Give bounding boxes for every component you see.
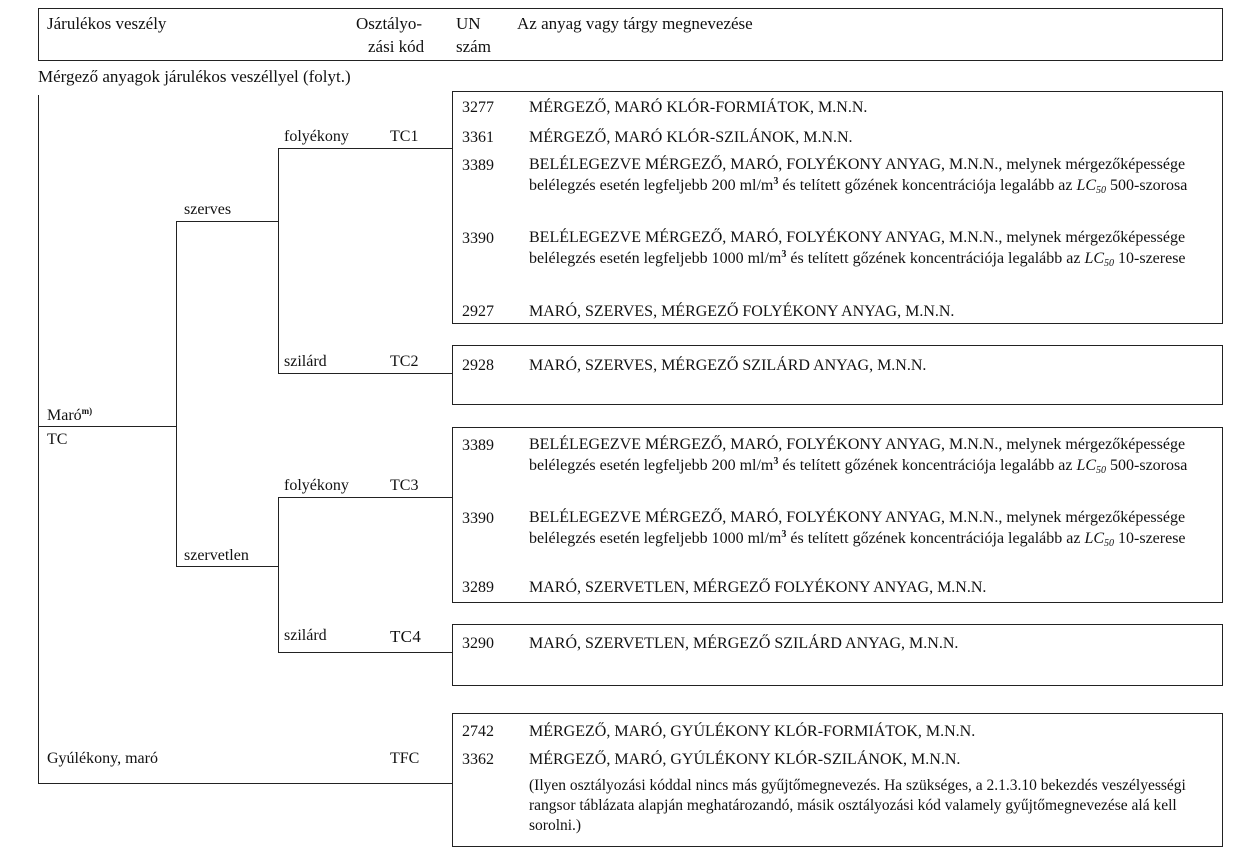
tree-label-folyekony-2: folyékony xyxy=(284,477,349,494)
un-number: 2742 xyxy=(462,723,494,740)
group-tfc xyxy=(452,713,1223,847)
un-number: 2927 xyxy=(462,303,494,320)
header-col-un-line2: szám xyxy=(456,37,491,56)
tree-label-maro: Maró$^{m)}$ xyxy=(47,406,93,424)
header-col-jarulekos: Járulékos veszély xyxy=(47,14,167,33)
group-tc1 xyxy=(452,91,1223,324)
substance-name: MARÓ, SZERVETLEN, MÉRGEZŐ FOLYÉKONY ANYAG, M.N.N. xyxy=(529,579,987,596)
un-number: 3390 xyxy=(462,230,494,247)
tree-label-gyulekony-maro: Gyúlékony, maró xyxy=(47,750,158,767)
substance-name: BELÉLEGEZVE MÉRGEZŐ, MARÓ, FOLYÉKONY ANYAG, M.N.N., melynek mérgezőképessége belélegzés esetén legfeljebb 200 $ml/m^3$ és telített gőzének koncentrációja legalább az $LC_{50}$ 500-szorosa xyxy=(529,436,1188,476)
header-col-kod-line1: Osztályo- xyxy=(356,14,423,33)
tree-label-szilard-1: szilárd xyxy=(284,353,327,370)
code-tc4: TC4 xyxy=(390,627,422,646)
group-tc4 xyxy=(452,624,1223,686)
substance-name: MARÓ, SZERVES, MÉRGEZŐ SZILÁRD ANYAG, M.N.N. xyxy=(529,357,927,374)
header-col-un-line1: UN xyxy=(456,14,481,33)
un-number: 3361 xyxy=(462,129,494,146)
note-text: (Ilyen osztályozási kóddal nincs más gyűjtőmegnevezés. Ha szükséges, a 2.1.3.10 bekezdés veszélyességi rangsor táblázata alapján meghatározandó, másik osztályozási kód valamely gyűjtőmegnevezése alá kell sorolni.) xyxy=(529,777,1186,834)
footnote-marker: m) xyxy=(81,406,93,416)
tree-label-tc: TC xyxy=(47,431,68,448)
header-col-kod-line2: zási kód xyxy=(368,37,425,56)
tree-label-szilard-2: szilárd xyxy=(284,627,327,644)
group-tc2 xyxy=(452,345,1223,405)
un-number: 3389 xyxy=(462,437,494,454)
code-tc2: TC2 xyxy=(390,353,419,370)
section-title: Mérgező anyagok járulékos veszéllyel (folyt.) xyxy=(38,67,351,86)
substance-name: MARÓ, SZERVES, MÉRGEZŐ FOLYÉKONY ANYAG, M.N.N. xyxy=(529,303,955,320)
substance-name: BELÉLEGEZVE MÉRGEZŐ, MARÓ, FOLYÉKONY ANYAG, M.N.N., melynek mérgezőképessége belélegzés esetén legfeljebb 1000 $ml/m^3$ és telített gőzének koncentrációja legalább az $LC_{50}$ 10-szerese xyxy=(529,229,1186,269)
un-number: 3289 xyxy=(462,579,494,596)
tree-label-folyekony-1: folyékony xyxy=(284,128,349,145)
substance-name: BELÉLEGEZVE MÉRGEZŐ, MARÓ, FOLYÉKONY ANYAG, M.N.N., melynek mérgezőképessége belélegzés esetén legfeljebb 1000 $ml/m^3$ és telített gőzének koncentrációja legalább az $LC_{50}$ 10-szerese xyxy=(529,509,1186,549)
substance-name: BELÉLEGEZVE MÉRGEZŐ, MARÓ, FOLYÉKONY ANYAG, M.N.N., melynek mérgezőképessége belélegzés esetén legfeljebb 200 $ml/m^3$ és telített gőzének koncentrációja legalább az $LC_{50}$ 500-szorosa xyxy=(529,156,1188,196)
un-number: 3290 xyxy=(462,635,494,652)
un-number: 3389 xyxy=(462,157,494,174)
un-number: 3277 xyxy=(462,99,494,116)
group-tc3 xyxy=(452,427,1223,603)
substance-name: MARÓ, SZERVETLEN, MÉRGEZŐ SZILÁRD ANYAG, M.N.N. xyxy=(529,635,959,652)
substance-name: MÉRGEZŐ, MARÓ, GYÚLÉKONY KLÓR-FORMIÁTOK, M.N.N. xyxy=(529,723,976,740)
tree-label-szervetlen: szervetlen xyxy=(184,547,249,564)
code-tfc: TFC xyxy=(390,750,420,767)
substance-name: MÉRGEZŐ, MARÓ KLÓR-SZILÁNOK, M.N.N. xyxy=(529,129,853,146)
substance-name: MÉRGEZŐ, MARÓ KLÓR-FORMIÁTOK, M.N.N. xyxy=(529,99,868,116)
code-tc1: TC1 xyxy=(390,128,419,145)
un-number: 3390 xyxy=(462,510,494,527)
header-col-megnevezes: Az anyag vagy tárgy megnevezése xyxy=(517,14,753,33)
code-tc3: TC3 xyxy=(390,477,419,494)
un-number: 3362 xyxy=(462,751,494,768)
substance-name: MÉRGEZŐ, MARÓ, GYÚLÉKONY KLÓR-SZILÁNOK, M.N.N. xyxy=(529,751,961,768)
tree-label-szerves: szerves xyxy=(184,201,232,218)
un-number: 2928 xyxy=(462,357,494,374)
